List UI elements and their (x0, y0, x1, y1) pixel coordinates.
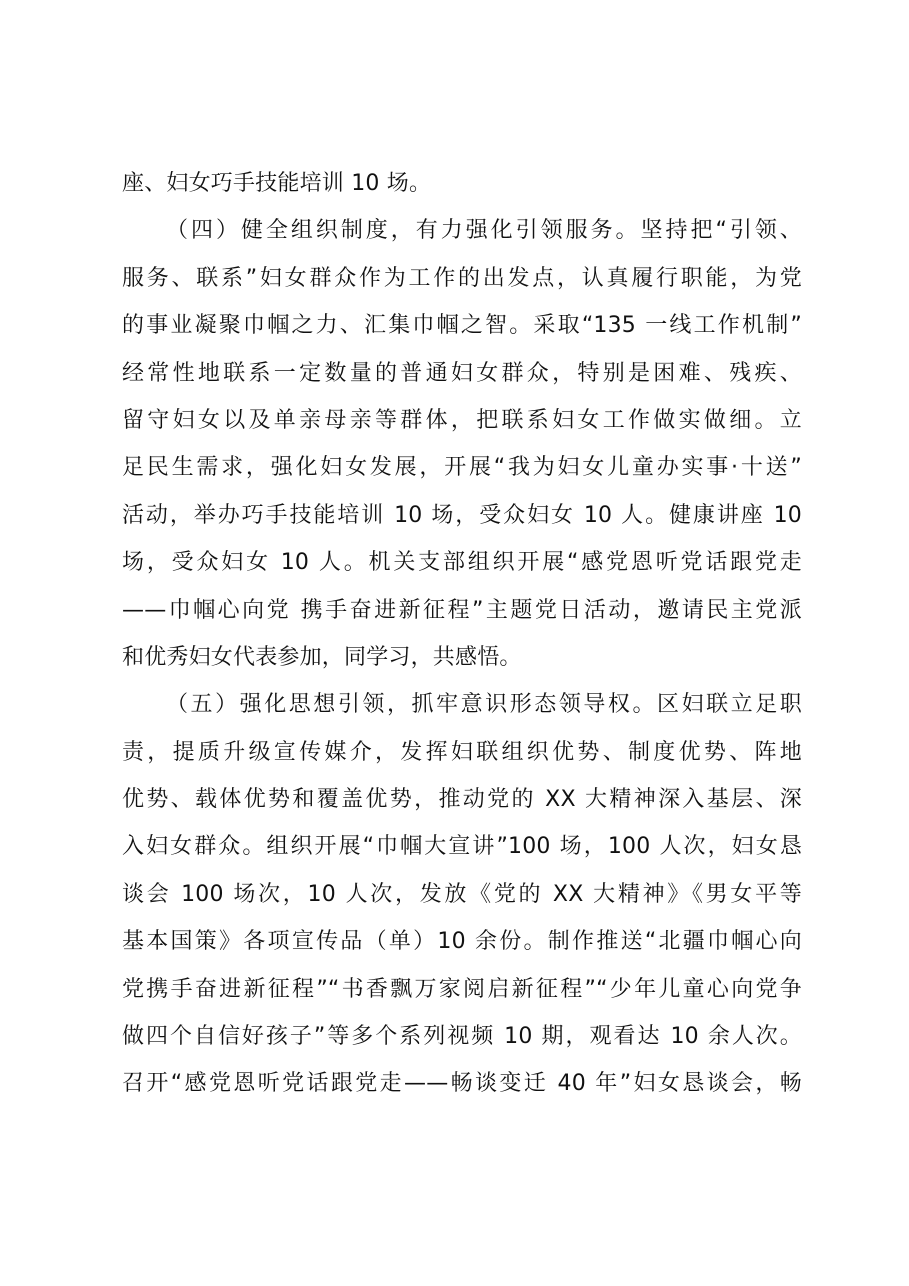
paragraph-line: 召开“感党恩听党话跟党走——畅谈变迁 40 年”妇女恳谈会，畅 (122, 1071, 802, 1097)
paragraph-line: 活动，举办巧手技能培训 10 场，受众妇女 10 人。健康讲座 10 (122, 502, 802, 528)
paragraph-line: 场，受众妇女 10 人。机关支部组织开展“感党恩听党话跟党走 (122, 550, 802, 576)
paragraph-line: 和优秀妇女代表参加，同学习，共感悟。 (122, 644, 522, 670)
paragraph-line: 的事业凝聚巾帼之力、汇集巾帼之智。采取“135 一线工作机制” (122, 313, 802, 339)
paragraph-line: 谈会 100 场次，10 人次，发放《党的 XX 大精神》《男女平等 (122, 881, 802, 907)
paragraph-line: 责，提质升级宣传媒介，发挥妇联组织优势、制度优势、阵地 (122, 739, 802, 765)
paragraph-line: 经常性地联系一定数量的普通妇女群众，特别是困难、残疾、 (122, 360, 802, 386)
paragraph-line: 服务、联系”妇女群众作为工作的出发点，认真履行职能，为党 (122, 265, 802, 291)
paragraph-line: 做四个自信好孩子”等多个系列视频 10 期，观看达 10 余人次。 (122, 1024, 802, 1050)
paragraph-line: ——巾帼心向党 携手奋进新征程”主题党日活动，邀请民主党派 (122, 597, 802, 623)
section-heading-line: （五）强化思想引领，抓牢意识形态领导权。区妇联立足职 (166, 692, 802, 718)
paragraph-line: 座、妇女巧手技能培训 10 场。 (122, 171, 432, 196)
paragraph-line: 基本国策》各项宣传品（单）10 余份。制作推送“北疆巾帼心向 (122, 929, 802, 955)
paragraph-line: 足民生需求，强化妇女发展，开展“我为妇女儿童办实事·十送” (122, 455, 802, 481)
body-text (122, 160, 802, 1108)
paragraph-line: 优势、载体优势和覆盖优势，推动党的 XX 大精神深入基层、深 (122, 787, 802, 813)
paragraph-line: 入妇女群众。组织开展“巾帼大宣讲”100 场，100 人次，妇女恳 (122, 834, 802, 860)
paragraph-line: 留守妇女以及单亲母亲等群体，把联系妇女工作做实做细。立 (122, 407, 802, 433)
section-heading-line: （四）健全组织制度，有力强化引领服务。坚持把“引领、 (166, 218, 802, 244)
paragraph-line: 党携手奋进新征程”“书香飘万家阅启新征程”“少年儿童心向党争 (122, 976, 802, 1002)
